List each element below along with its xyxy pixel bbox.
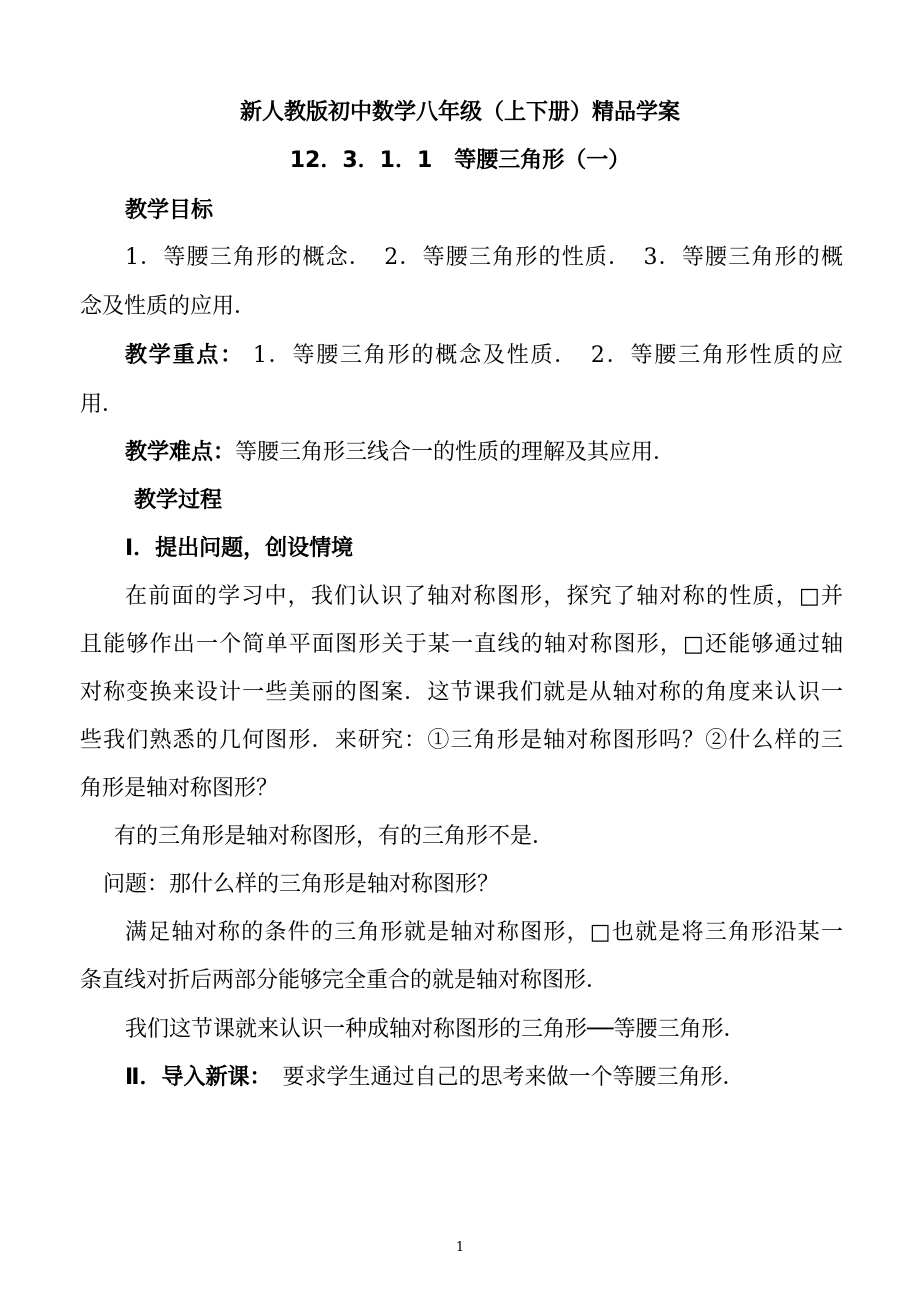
key-points-line-1 bbox=[125, 341, 843, 371]
paragraph-1-line-5: 角形是轴对称图形？ bbox=[80, 776, 279, 801]
difficulty-label: 教学难点： bbox=[125, 440, 236, 465]
paragraph-1-line-2: 且能够作出一个简单平面图形关于某一直线的轴对称图形，□还能够通过轴 bbox=[80, 632, 843, 657]
process-heading: 教学过程 bbox=[134, 488, 223, 513]
difficulty-line bbox=[125, 438, 675, 468]
section-2-label: Ⅱ．导入新课： bbox=[125, 1065, 261, 1090]
paragraph-1-line-1: 在前面的学习中，我们认识了轴对称图形，探究了轴对称的性质，□并 bbox=[125, 584, 843, 609]
paragraph-3: 问题：那什么样的三角形是轴对称图形？ bbox=[103, 872, 500, 897]
key-points-label: 教学重点： bbox=[125, 343, 245, 368]
paragraph-4-line-1: 满足轴对称的条件的三角形就是轴对称图形，□也就是将三角形沿某一 bbox=[125, 920, 843, 945]
document-title: 新人教版初中数学八年级（上下册）精品学案 bbox=[239, 100, 680, 125]
key-points-line-2: 用． bbox=[80, 392, 125, 417]
difficulty-text: 等腰三角形三线合一的性质的理解及其应用． bbox=[235, 440, 676, 465]
section-2-line bbox=[125, 1063, 745, 1093]
section-1-heading: Ⅰ．提出问题，创设情境 bbox=[125, 536, 354, 561]
paragraph-4-line-2: 条直线对折后两部分能够完全重合的就是轴对称图形． bbox=[80, 968, 609, 993]
page-number: 1 bbox=[455, 1240, 465, 1255]
objectives-heading: 教学目标 bbox=[125, 198, 214, 223]
paragraph-2: 有的三角形是轴对称图形，有的三角形不是． bbox=[114, 824, 555, 849]
lesson-subtitle: 12．3．1．1 等腰三角形（一） bbox=[289, 148, 631, 173]
objectives-line-2: 念及性质的应用． bbox=[80, 294, 257, 319]
objectives-line-1: 1．等腰三角形的概念． 2．等腰三角形的性质． 3．等腰三角形的概 bbox=[125, 245, 843, 270]
paragraph-1-line-3: 对称变换来设计一些美丽的图案．这节课我们就是从轴对称的角度来认识一 bbox=[80, 680, 843, 705]
section-2-text: 要求学生通过自己的思考来做一个等腰三角形． bbox=[260, 1065, 745, 1090]
paragraph-1-line-4: 些我们熟悉的几何图形．来研究：①三角形是轴对称图形吗？②什么样的三 bbox=[80, 728, 843, 753]
paragraph-5: 我们这节课就来认识一种成轴对称图形的三角形──等腰三角形． bbox=[125, 1017, 746, 1042]
key-points-text: 1．等腰三角形的概念及性质． 2．等腰三角形性质的应 bbox=[244, 343, 843, 368]
